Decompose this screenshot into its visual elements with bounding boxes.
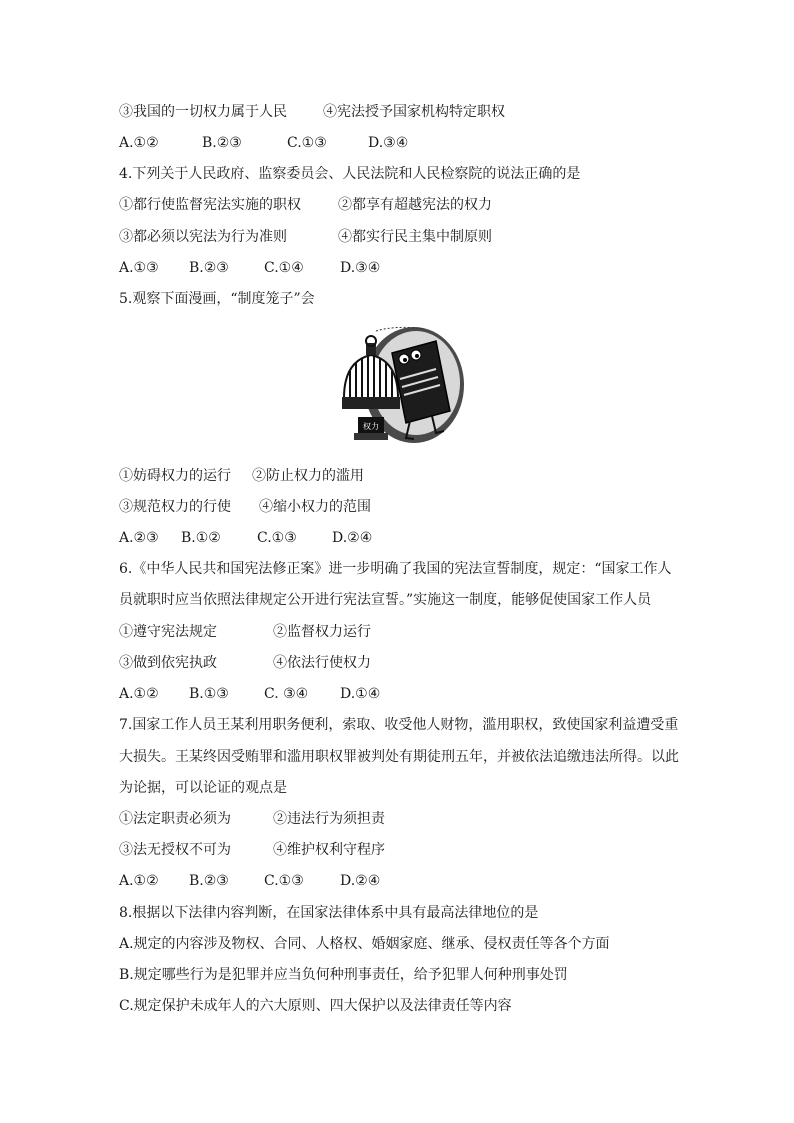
q4-options-row1	[119, 196, 492, 214]
q6-answer-c: C. ③④	[264, 686, 309, 702]
q5-answer-b: B.①②	[181, 530, 221, 546]
q7-answer-a: A.①②	[119, 873, 159, 889]
q5-option-4: ④缩小权力的范围	[259, 499, 371, 515]
q6-options-row2	[119, 654, 371, 672]
q7-stem-line3: 为论据，可以论证的观点是	[119, 780, 287, 796]
q5-answer-c: C.①③	[257, 530, 297, 546]
q8-option-b: B.规定哪些行为是犯罪并应当负何种刑事责任，给予犯罪人何种刑事处罚	[119, 967, 568, 983]
q5-stem: 5.观察下面漫画，“制度笼子”会	[119, 291, 315, 307]
q6-answer-b: B.①③	[189, 686, 229, 702]
q8-stem: 8.根据以下法律内容判断，在国家法律体系中具有最高法律地位的是	[119, 905, 539, 921]
q8-option-c: C.规定保护未成年人的六大原则、四大保护以及法律责任等内容	[119, 998, 512, 1014]
q5-option-1: ①妨碍权力的运行	[119, 468, 231, 484]
q3-answer-a: A.①②	[119, 135, 159, 151]
q7-option-1: ①法定职责必须为	[119, 811, 231, 827]
q7-options-row2	[119, 841, 385, 859]
q6-option-1: ①遵守宪法规定	[119, 624, 217, 640]
q6-stem-line2: 员就职时应当依照法律规定公开进行宪法宣誓。”实施这一制度，能够促使国家工作人员	[119, 592, 652, 608]
q4-option-1: ①都行使监督宪法实施的职权	[119, 197, 301, 213]
q3-option-4: ④宪法授予国家机构特定职权	[323, 104, 505, 120]
q3-option-3: ③我国的一切权力属于人民	[119, 104, 287, 120]
q3-answer-d: D.③④	[368, 135, 409, 151]
q4-option-2: ②都享有超越宪法的权力	[338, 197, 492, 213]
q7-answers	[119, 872, 380, 890]
q7-stem-line2: 大损失。王某终因受贿罪和滥用职权罪被判处有期徒刑五年，并被依法追缴违法所得。以此	[119, 749, 679, 765]
q7-option-2: ②违法行为须担责	[273, 811, 385, 827]
q3-answers	[119, 134, 408, 152]
q3-options-row1	[119, 103, 505, 121]
q4-option-3: ③都必须以宪法为行为准则	[119, 229, 287, 245]
q6-stem-line1: 6.《中华人民共和国宪法修正案》进一步明确了我国的宪法宣誓制度，规定：“国家工作人	[119, 561, 672, 577]
q4-stem: 4.下列关于人民政府、监察委员会、人民法院和人民检察院的说法正确的是	[119, 166, 581, 182]
q4-answer-b: B.②③	[189, 260, 229, 276]
q4-answer-d: D.③④	[340, 260, 381, 276]
q4-answer-c: C.①④	[264, 260, 304, 276]
q7-stem-line1: 7.国家工作人员王某利用职务便利，索取、收受他人财物，滥用职权，致使国家利益遭受重	[119, 717, 679, 733]
q6-answer-d: D.①④	[340, 686, 381, 702]
q5-answers	[119, 529, 372, 547]
q6-options-row1	[119, 623, 371, 641]
q6-option-2: ②监督权力运行	[273, 624, 371, 640]
q5-options-row1	[119, 467, 364, 485]
q5-option-2: ②防止权力的滥用	[252, 468, 364, 484]
cartoon-power-label: 权力	[363, 422, 379, 431]
q3-answer-c: C.①③	[287, 135, 327, 151]
q7-option-3: ③法无授权不可为	[119, 842, 231, 858]
q5-answer-a: A.②③	[119, 530, 159, 546]
q4-option-4: ④都实行民主集中制原则	[338, 229, 492, 245]
q6-answer-a: A.①②	[119, 686, 159, 702]
q4-answers	[119, 259, 380, 277]
q5-option-3: ③规范权力的行使	[119, 499, 231, 515]
q7-answer-c: C.①③	[264, 873, 304, 889]
q7-options-row1	[119, 810, 385, 828]
q6-option-4: ④依法行使权力	[273, 655, 371, 671]
q7-answer-b: B.②③	[189, 873, 229, 889]
q3-answer-b: B.②③	[202, 135, 242, 151]
q4-answer-a: A.①③	[119, 260, 159, 276]
q7-option-4: ④维护权利守程序	[273, 842, 385, 858]
q7-answer-d: D.②④	[340, 873, 381, 889]
q6-answers	[119, 685, 380, 703]
q4-options-row2	[119, 228, 492, 246]
q8-option-a: A.规定的内容涉及物权、合同、人格权、婚姻家庭、继承、侵权责任等各个方面	[119, 936, 610, 952]
q6-option-3: ③做到依宪执政	[119, 655, 217, 671]
cage-cartoon-image	[336, 323, 464, 450]
q5-answer-d: D.②④	[332, 530, 373, 546]
q5-options-row2	[119, 498, 371, 516]
